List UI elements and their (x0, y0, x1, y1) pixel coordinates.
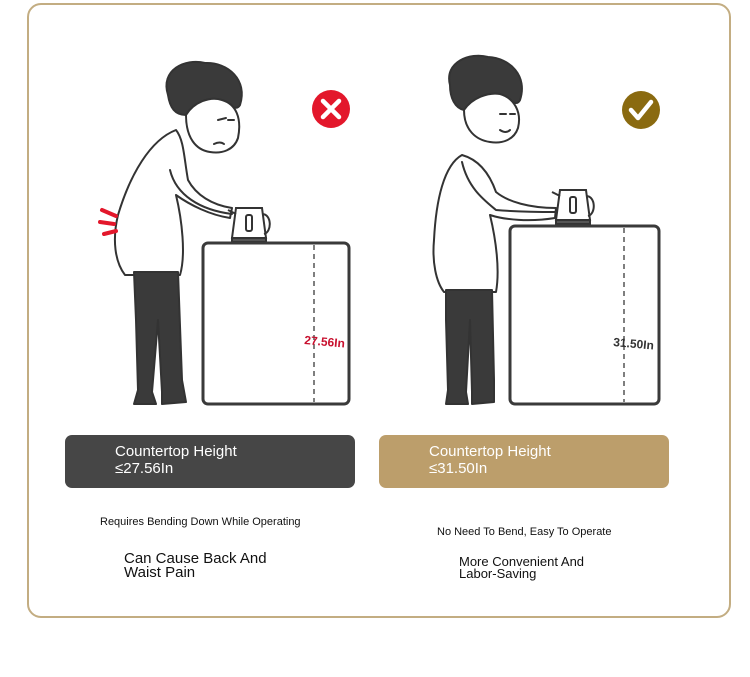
tall-height-label: 31.50In (612, 335, 655, 353)
badge-title: Countertop Height (429, 443, 551, 460)
low-height-label: 27.56In (303, 333, 346, 351)
low-countertop (203, 243, 349, 404)
kettle-icon (552, 190, 594, 224)
tall-note-small: No Need To Bend, Easy To Operate (437, 526, 612, 538)
badge-value: ≤27.56In (115, 460, 174, 477)
low-note-large: Can Cause Back And Waist Pain (124, 550, 267, 581)
check-circle-icon (622, 91, 660, 129)
badge-value: ≤31.50In (429, 460, 488, 477)
kettle-icon (228, 208, 270, 242)
tall-note-large: More Convenient And Labor-Saving (459, 554, 585, 581)
pain-lines-icon (100, 210, 116, 234)
tall-countertop-badge (379, 435, 669, 488)
tall-countertop (510, 226, 659, 404)
x-circle-icon (312, 90, 350, 128)
low-note-small: Requires Bending Down While Operating (100, 516, 301, 528)
low-countertop-badge (65, 435, 355, 488)
badge-title: Countertop Height (115, 443, 237, 460)
